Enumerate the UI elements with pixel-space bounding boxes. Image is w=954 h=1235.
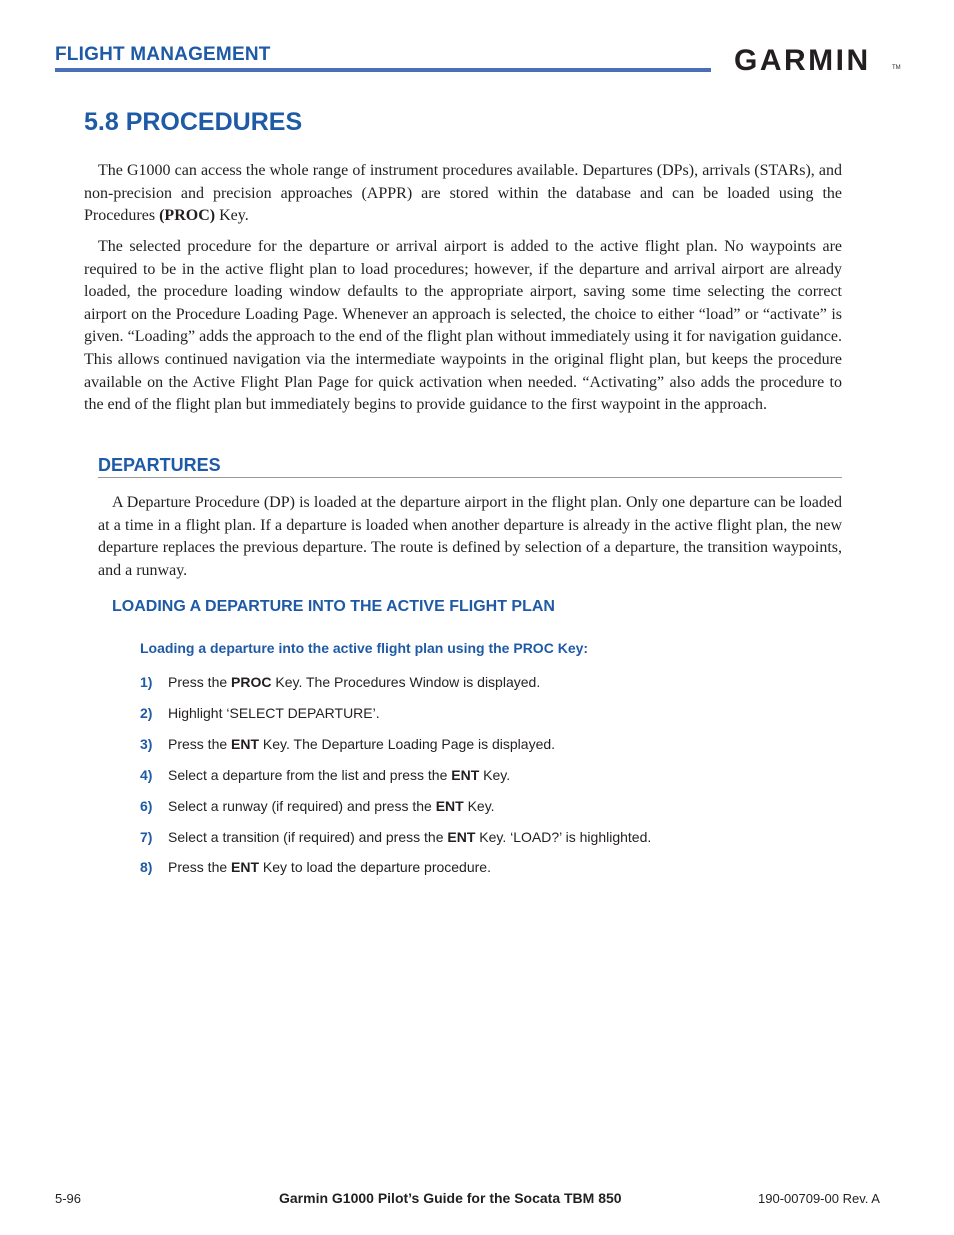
procedure-title-a: Loading a departure into the active flight plan using the	[140, 640, 514, 656]
step-number: 3)	[140, 736, 153, 752]
proc-key-label: (PROC)	[159, 207, 216, 225]
procedure-title-b: Key:	[553, 640, 589, 656]
procedure-step	[140, 767, 510, 783]
loading-departure-subheading: LOADING A DEPARTURE INTO THE ACTIVE FLIGHT PLAN	[112, 598, 555, 615]
step-number: 4)	[140, 767, 153, 783]
step-key-label: ENT	[435, 798, 464, 814]
procedure-step	[140, 705, 380, 721]
step-key-label: ENT	[231, 859, 260, 875]
footer-doc-number: 190-00709-00 Rev. A	[758, 1191, 880, 1206]
departures-paragraph: A Departure Procedure (DP) is loaded at the departure airport in the flight plan. Only one departure can be loaded at a time in a flight plan. If a departure is loaded when another departure is already in the active flight plan, the new departure replaces the previous departure. The route is defined by selection of a departure, the transition waypoints, and a runway.	[98, 494, 842, 579]
step-text-b: Key to load the departure procedure.	[259, 859, 491, 875]
step-text-b: Key. The Procedures Window is displayed.	[271, 674, 541, 690]
step-number: 2)	[140, 705, 153, 721]
section-title: 5.8 PROCEDURES	[84, 108, 303, 136]
procedure-title	[140, 640, 588, 656]
step-text-a: Press the	[168, 674, 232, 690]
intro-paragraph-2: The selected procedure for the departure or arrival airport is added to the active flight plan. No waypoints are required to be in the active flight plan to load procedures; however, if the departure and arrival airport are already loaded, the procedure loading window defaults to the appropriate airport, saving some time selecting the correct airport on the Procedure Loading Page. Whenever an approach is selected, the choice to either “load” or “activate” is given. “Loading” adds the approach to the end of the flight plan without immediately using it for navigation guidance. This allows continued navigation via the intermediate waypoints in the original flight plan, but keeps the procedure available on the Active Flight Plan Page for quick activation when needed. “Activating” also adds the procedure to the end of the flight plan but immediately begins to provide guidance to the first waypoint in the approach.	[84, 238, 842, 414]
intro-paragraph-1	[84, 160, 842, 228]
header-section-title: FLIGHT MANAGEMENT	[55, 44, 271, 65]
step-key-label: ENT	[231, 736, 260, 752]
procedure-title-key: PROC	[513, 640, 554, 656]
step-number: 6)	[140, 798, 153, 814]
procedure-step	[140, 798, 495, 814]
step-text-b: Key. ‘LOAD?’ is highlighted.	[475, 829, 652, 845]
footer-page-number: 5-96	[55, 1191, 82, 1206]
intro-p1-text-a: The G1000 can access the whole range of instrument procedures available. Departures (DPs), arrivals (STARs), and non-precision and precision approaches (APPR) are stored within the database and can be loaded using the Procedures	[84, 162, 842, 225]
step-text-a: Select a transition (if required) and press the	[168, 829, 448, 845]
procedure-step	[140, 736, 555, 752]
intro-p1-text-b: Key.	[215, 207, 249, 225]
step-text-b: Key.	[479, 767, 511, 783]
step-text-b: Key.	[463, 798, 495, 814]
step-text-b: Key. The Departure Loading Page is displayed.	[259, 736, 556, 752]
step-text-a: Select a runway (if required) and press the	[168, 798, 436, 814]
logo-trademark: TM	[892, 65, 901, 71]
step-number: 8)	[140, 859, 153, 875]
departures-rule	[98, 477, 842, 478]
step-text-a: Select a departure from the list and press the	[168, 767, 452, 783]
procedure-step	[140, 859, 491, 875]
step-text-a: Press the	[168, 859, 232, 875]
step-number: 1)	[140, 674, 153, 690]
step-number: 7)	[140, 829, 153, 845]
procedure-step	[140, 829, 651, 845]
header-rule	[55, 68, 711, 72]
step-text-a: Highlight ‘SELECT DEPARTURE’.	[168, 705, 380, 721]
step-text-a: Press the	[168, 736, 232, 752]
step-key-label: PROC	[231, 674, 272, 690]
procedure-step	[140, 674, 540, 690]
footer-title: Garmin G1000 Pilot’s Guide for the Socata TBM 850	[279, 1190, 622, 1206]
departures-heading: DEPARTURES	[98, 455, 221, 475]
logo-text: GARMIN	[734, 44, 871, 77]
step-key-label: ENT	[447, 829, 476, 845]
garmin-logo	[734, 26, 899, 76]
step-key-label: ENT	[451, 767, 480, 783]
